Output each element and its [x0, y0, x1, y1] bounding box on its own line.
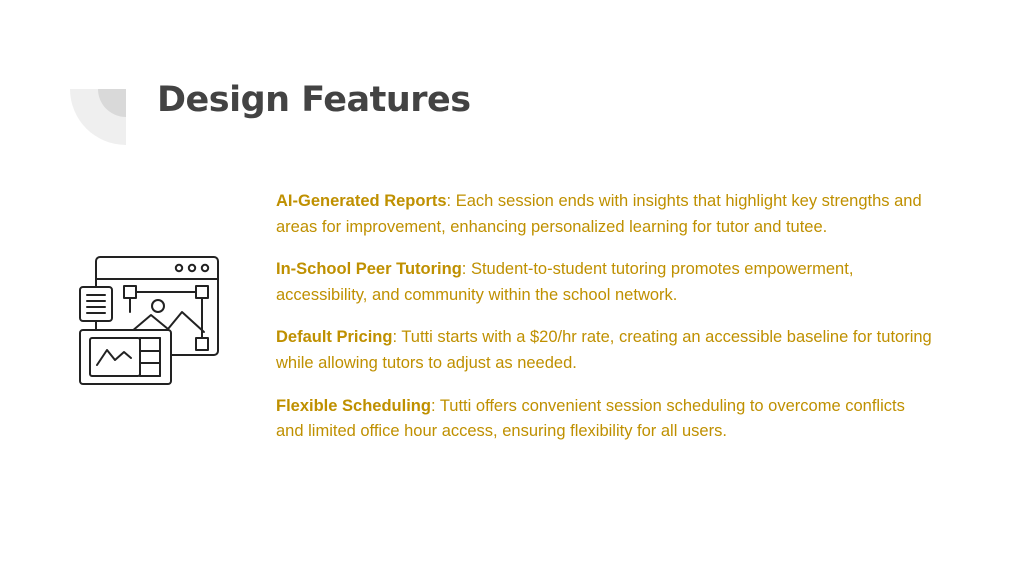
feature-description: Student-to-student tutoring promotes empowerment, accessibility, and community within the school network. [276, 260, 854, 304]
feature-description: Tutti starts with a $20/hr rate, creating an accessible baseline for tutoring while allowing tutors to adjust as needed. [276, 328, 932, 372]
feature-flexible-scheduling [276, 394, 936, 445]
feature-description: Each session ends with insights that highlight key strengths and areas for improvement, enhancing personalized learning for tutor and tutee. [276, 192, 922, 236]
corner-decoration [70, 89, 126, 145]
feature-title: Default Pricing [276, 328, 393, 347]
feature-ai-reports [276, 189, 936, 240]
feature-peer-tutoring [276, 257, 936, 308]
feature-separator: : [392, 328, 402, 347]
web-design-icon [76, 252, 222, 388]
feature-description: Tutti offers convenient session scheduling to overcome conflicts and limited office hour access, ensuring flexibility for all users. [276, 396, 905, 441]
feature-separator: : [461, 260, 471, 279]
feature-default-pricing [276, 325, 936, 376]
page-title: Design Features [157, 80, 471, 120]
feature-separator: : [430, 396, 440, 415]
feature-title: In-School Peer Tutoring [276, 260, 462, 279]
feature-title: Flexible Scheduling [276, 396, 431, 415]
feature-separator: : [446, 192, 456, 210]
feature-title: AI-Generated Reports [276, 192, 447, 210]
feature-list [276, 189, 936, 462]
